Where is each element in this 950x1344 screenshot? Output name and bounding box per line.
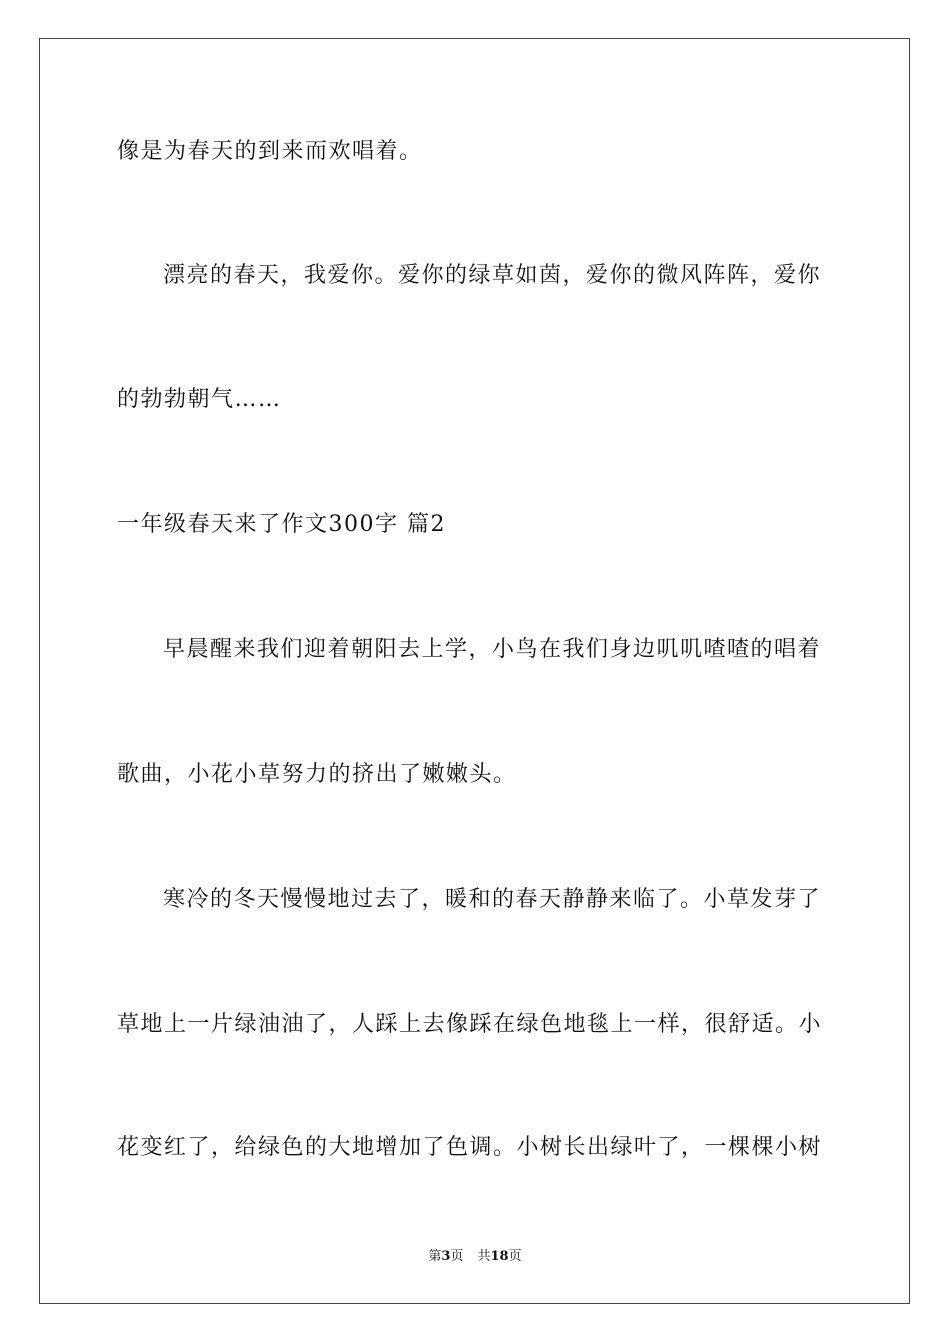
footer-page-prefix: 第 bbox=[428, 1249, 442, 1264]
text-line-1: 像是为春天的到来而欢唱着。 bbox=[117, 139, 423, 164]
page-border bbox=[39, 38, 910, 1304]
footer-total-suffix: 页 bbox=[508, 1249, 522, 1264]
footer-total-prefix: 共 bbox=[477, 1249, 491, 1264]
paragraph-line-7: 寒冷的冬天慢慢地过去了，暖和的春天静静来临了。小草发芽了 bbox=[163, 887, 822, 912]
text-line-3: 的勃勃朝气…… bbox=[117, 387, 282, 412]
footer-page-suffix: 页 bbox=[450, 1249, 464, 1264]
text-line-9: 花变红了，给绿色的大地增加了色调。小树长出绿叶了，一棵棵小树 bbox=[117, 1135, 823, 1160]
footer-total-pages: 18 bbox=[490, 1249, 509, 1264]
paragraph-line-2: 漂亮的春天，我爱你。爱你的绿草如茵，爱你的微风阵阵，爱你 bbox=[163, 263, 822, 288]
page-footer bbox=[0, 1248, 950, 1266]
footer-page-number: 3 bbox=[441, 1249, 451, 1264]
text-line-6: 歌曲，小花小草努力的挤出了嫩嫩头。 bbox=[117, 762, 517, 787]
paragraph-line-5: 早晨醒来我们迎着朝阳去上学，小鸟在我们身边叽叽喳喳的唱着 bbox=[163, 637, 822, 662]
section-heading: 一年级春天来了作文300字 篇2 bbox=[117, 512, 446, 537]
text-line-8: 草地上一片绿油油了，人踩上去像踩在绿色地毯上一样，很舒适。小 bbox=[117, 1012, 823, 1037]
